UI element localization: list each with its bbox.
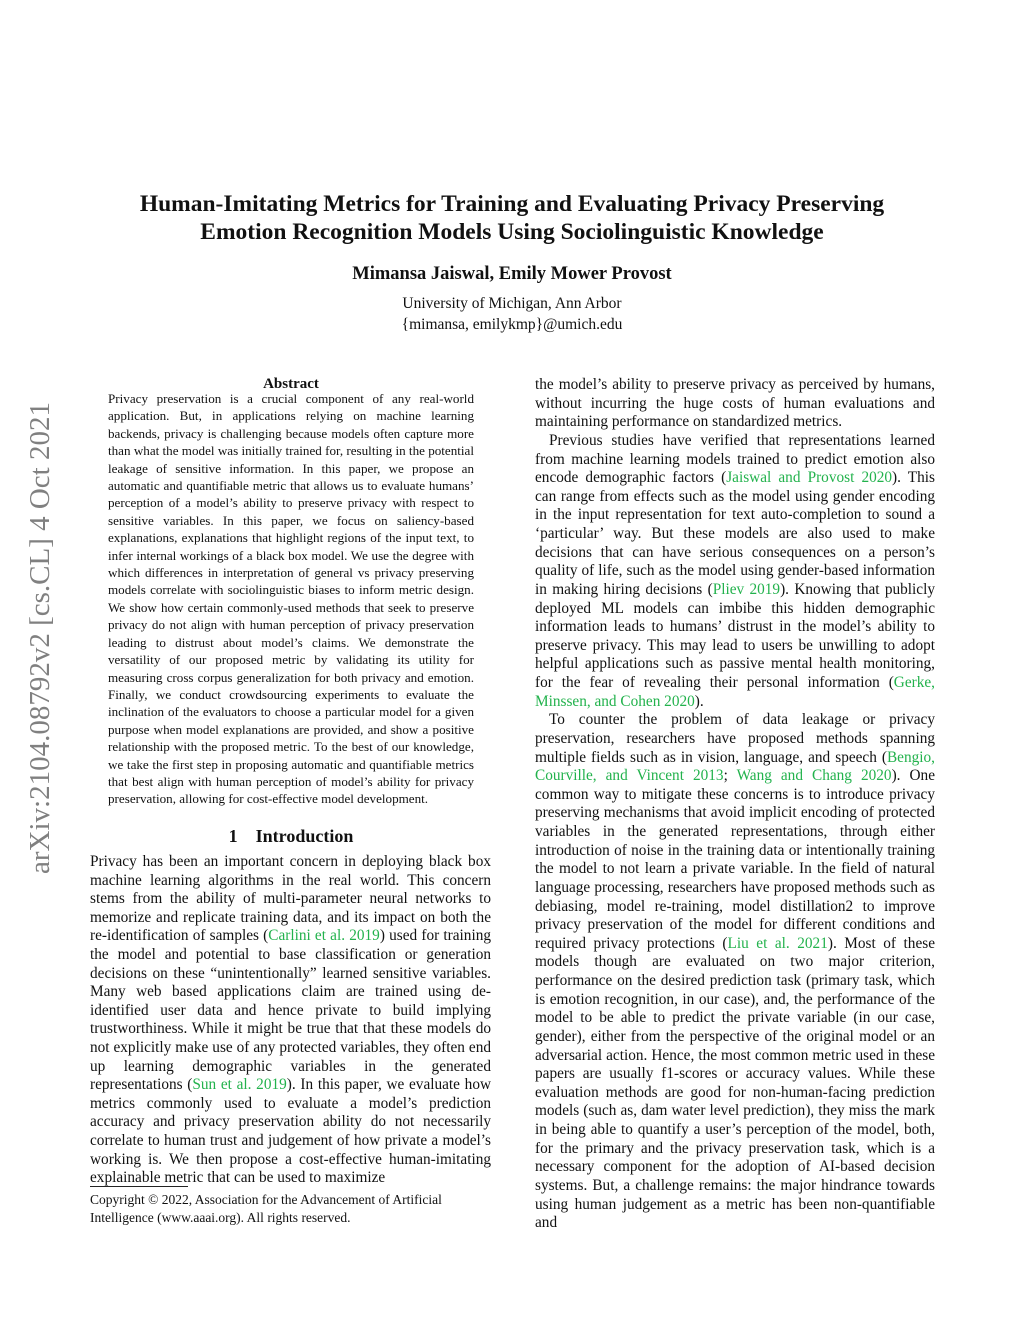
abstract-heading: Abstract <box>263 376 319 392</box>
text-run: ) used for training the model and potential to base classification or generation decisions on these “unintentionally” learned sensitive variables. Many web based applications claim are trained using de-identified user data and hence private to build implying trustworthiness. While it might be true that that these models do not explicitly make use of any protected variables, they often end up learning demographic variables in the generated representations ( <box>90 927 491 1094</box>
title-line-1: Human-Imitating Metrics for Training and Evaluating Privacy Preserving <box>139 191 885 217</box>
authors: Mimansa Jaiswal, Emily Mower Provost <box>352 264 672 284</box>
intro-right-column <box>535 376 935 1233</box>
text-run: ; <box>723 767 737 785</box>
section-title: Introduction <box>255 826 354 846</box>
citation-link[interactable]: Bengio, Courville, and Vincent 2013 <box>535 748 935 785</box>
paper-title <box>110 190 914 246</box>
intro-paragraph <box>535 432 935 711</box>
copyright-footnote: Copyright © 2022, Association for the Advancement of Artificial Intelligence (www.aaai.org). All rights reserved. <box>90 1192 442 1225</box>
intro-paragraph: the model’s ability to preserve privacy as perceived by humans, without incurring the huge costs of human evaluations and maintaining performance on standardized metrics. <box>535 376 935 431</box>
section-number: 1 <box>228 826 238 846</box>
text-run: Privacy has been an important concern in deploying black box machine learning algorithms in the real world. This concern stems from the ability of multi-parameter neural networks to memorize and replicate training data, and its impact on both the re-identification of samples ( <box>90 853 491 945</box>
text-run: ). This can range from effects such as the model using gender encoding in the input representation for text auto-completion to sound a ‘particular’ way. But these models are also used to make decisions that can have serious consequences on a person’s quality of life, such as the model using gender-based information in making hiring decisions ( <box>535 469 935 598</box>
email: {mimansa, emilykmp}@umich.edu <box>401 316 623 333</box>
text-run: ). Most of these models though are evaluated on two major criterion, performance on the desired prediction task (primary task, which is emotion recognition, in our case), and, the performance of the model to be able to predict the private variable (in our case, gender), either from the perspective of the original model or an adversarial action. Hence, the most common metric used in these papers are usually f1-scores or accuracy values. While these evaluation methods are good for non-human-facing prediction models (such as, dam water level prediction), they miss the mark in being able to quantify a user’s perception of the model, both, for the primary and the privacy preservation task, which is a necessary component for the adoption of AI-based decision systems. But, a challenge remains: the major hindrance towards using human judgement as a metric has been non-quantifiable and <box>535 934 935 1232</box>
section-heading <box>90 826 492 847</box>
title-line-2: Emotion Recognition Models Using Sociolinguistic Knowledge <box>200 219 824 245</box>
citation-link[interactable]: Sun et al. 2019 <box>192 1076 287 1094</box>
abstract-text: Privacy preservation is a crucial component of any real-world application. But, in applications relying on machine learning backends, privacy is challenging because models often capture more than what the model was initially trained for, resulting in the potential leakage of sensitive information. In this paper, we propose an automatic and quantifiable metric that allows us to evaluate humans’ perception of a model’s ability to preserve privacy with respect to sensitive variables. In this paper, we focus on saliency-based explanations, explanations that highlight regions of the input text, to infer internal workings of a black box model. We use the degree with which differences in interpretation of general vs privacy preserving models correlate with sociolinguistic biases to inform metric design. We show how certain commonly-used methods that seek to preserve privacy do not align with human perception of privacy preservation leading to distrust about model’s claims. We demonstrate the versatility of our proposed metric by validating its utility for measuring cross corpus generalization for both privacy and emotion. Finally, we conduct crowdsourcing experiments to evaluate the inclination of the evaluators to choose a particular model for a given purpose when model explanations are provided, and show a positive relationship with the proposed metric. To the best of our knowledge, we take the first step in proposing automatic and quantifiable metrics that best align with human perception of model’s ability for privacy preservation, allowing for cost-effective model development. <box>108 391 475 807</box>
citation-link[interactable]: Gerke, Minssen, and Cohen 2020 <box>535 674 935 710</box>
affiliation: University of Michigan, Ann Arbor <box>402 295 622 312</box>
citation-link[interactable]: Carlini et al. 2019 <box>268 927 380 945</box>
text-run: ). Knowing that publicly deployed ML models can imbibe this hidden demographic information leads to humans’ distrust in the model’s ability to preserve privacy. This may lead to users be unwilling to adopt helpful applications such as passive mental health monitoring, for the fear of revealing their personal information ( <box>535 580 935 691</box>
footnote-divider <box>90 1186 188 1187</box>
citation-link[interactable]: Pliev 2019 <box>712 580 781 598</box>
text-run: Previous studies have verified that representations learned from machine learning models trained to predict emotion also encode demographic factors ( <box>535 431 935 487</box>
text-run: ). In this paper, we evaluate how metrics commonly used to evaluate a model’s prediction accuracy and privacy preservation ability do not necessarily correlate to human trust and judgement of how private a model’s working is. We then propose a cost-effective human-imitating explainable metric that can be used to maximize <box>90 1076 492 1187</box>
citation-link[interactable]: Wang and Chang 2020 <box>736 767 892 785</box>
citation-link[interactable]: Jaiswal and Provost 2020 <box>726 469 893 487</box>
affiliation-block <box>110 293 914 335</box>
intro-paragraph <box>90 853 491 1188</box>
citation-link[interactable]: Liu et al. 2021 <box>727 934 828 952</box>
intro-left-column <box>90 853 491 1188</box>
text-run: ). <box>694 692 704 710</box>
arxiv-identifier: arXiv:2104.08792v2 [cs.CL] 4 Oct 2021 <box>24 402 56 874</box>
text-run: To counter the problem of data leakage or privacy preservation, researchers have proposed methods spanning multiple fields such as in vision, language, and speech ( <box>535 711 935 766</box>
intro-paragraph <box>535 711 935 1233</box>
text-run: ). One common way to mitigate these concerns is to introduce privacy preserving mechanisms that avoid implicit encoding of protected variables in the generated representations, through either introduction of noise in the training data or intentionally training the model to not learn a private variable. In the field of natural language processing, researchers have proposed methods such as debiasing, model re-training, model distillation2 to improve privacy preservation of the model for different conditions and required privacy protections ( <box>535 767 935 952</box>
